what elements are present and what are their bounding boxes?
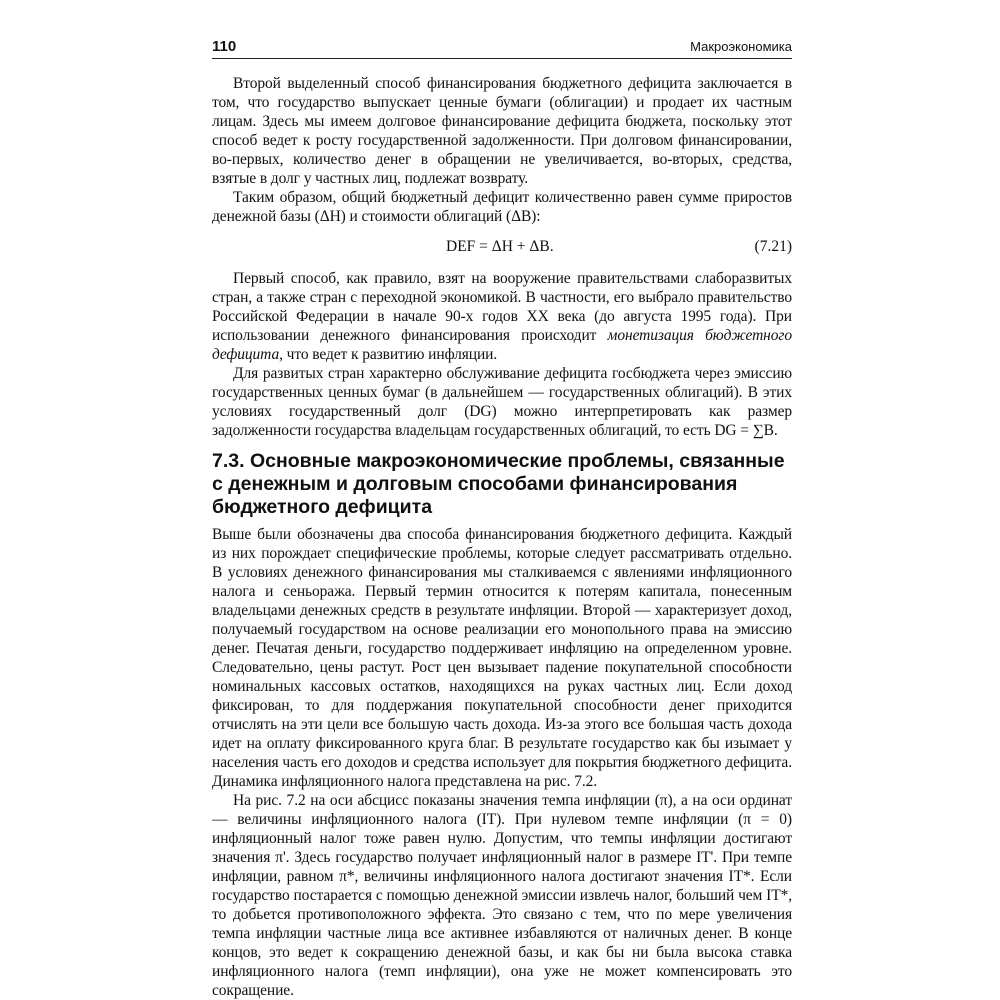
formula-number: (7.21) bbox=[754, 238, 792, 255]
page-body bbox=[212, 74, 792, 1000]
page-number: 110 bbox=[212, 38, 237, 55]
formula-7-21 bbox=[212, 238, 792, 257]
paragraph bbox=[212, 269, 792, 364]
page-header bbox=[212, 38, 792, 59]
section-heading-line: с денежным и долговым способами финансирования bbox=[212, 473, 738, 495]
running-title: Макроэкономика bbox=[690, 39, 792, 54]
paragraph-text: , что ведет к развитию инфляции. bbox=[279, 346, 498, 363]
paragraph-text: Первый способ, как правило, взят на вооружение правительствами слаборазвитых стран, а также стран с переходной экономикой. В частности, его выбрало правительство Российской Федерации в начале 90-х годов XX века (до августа 1995 года). При использовании денежного финансирования происходит bbox=[212, 270, 792, 344]
section-heading bbox=[212, 450, 792, 519]
paragraph: Второй выделенный способ финансирования бюджетного дефицита заключается в том, что государство выпускает ценные бумаги (облигации) и продает их частным лицам. Здесь мы имеем долговое финансирование дефицита бюджета, поскольку этот способ ведет к росту государственной задолженности. При долговом финансировании, во-первых, количество денег в обращении не увеличивается, во-вторых, средства, взятые в долг у частных лиц, подлежат возврату. bbox=[212, 75, 792, 187]
section-heading-line: бюджетного дефицита bbox=[212, 496, 433, 518]
paragraph: Выше были обозначены два способа финансирования бюджетного дефицита. Каждый из них порождает специфические проблемы, которые следует рассматривать отдельно. В условиях денежного финансирования мы сталкиваемся с явлениями инфляционного налога и сеньоража. Первый термин относится к потерям капитала, понесенным владельцами денежных средств в результате инфляции. Второй — характеризует доход, получаемый государством на основе реализации его монопольного права на эмиссию денег. Печатая деньги, государство поддерживает инфляцию на определенном уровне. Следовательно, цены растут. Рост цен вызывает падение покупательной способности номинальных кассовых остатков, находящихся на руках частных лиц. Если доход фиксирован, то для поддержания покупательной способности денег приходится отчислять на эти цели все большую часть дохода. Из-за этого все большая часть дохода идет на оплату фиксированного круга благ. В результате государство как бы изымает у населения часть его доходов и средства использует для покрытия бюджетного дефицита. Динамика инфляционного налога представлена на рис. 7.2. bbox=[212, 526, 792, 790]
paragraph: На рис. 7.2 на оси абсцисс показаны значения темпа инфляции (π), а на оси ординат — величины инфляционного налога (IT). При нулевом темпе инфляции (π = 0) инфляционный налог тоже равен нулю. Допустим, что темпы инфляции достигают значения π'. Здесь государство получает инфляционный налог в размере IT'. При темпе инфляции, равном π*, величины инфляционного налога достигают значения IT*. Если государство постарается с помощью денежной эмиссии извлечь налог, больший чем IT*, то добьется противоположного эффекта. Это связано с тем, что по мере увеличения темпа инфляции частные лица все активнее избавляются от наличных денег. В конце концов, это ведет к сокращению денежной базы, и как бы ни была высока ставка инфляционного налога (темп инфляции), она уже не может компенсировать это сокращение. bbox=[212, 792, 792, 999]
section-heading-line: 7.3. Основные макроэкономические проблемы, связанные bbox=[212, 450, 785, 472]
paragraph: Для развитых стран характерно обслуживание дефицита госбюджета через эмиссию государственных ценных бумаг (в дальнейшем — государственных облигаций). В этих условиях государственный долг (DG) можно интерпретировать как размер задолженности государства владельцам государственных облигаций, то есть DG = ∑B. bbox=[212, 365, 792, 439]
formula-expression: DEF = ΔH + ΔB. bbox=[446, 238, 554, 255]
emphasis-term: монетизация бюджетного дефицита bbox=[212, 327, 792, 363]
paragraph: Таким образом, общий бюджетный дефицит количественно равен сумме приростов денежной базы (ΔH) и стоимости облигаций (ΔB): bbox=[212, 189, 792, 225]
